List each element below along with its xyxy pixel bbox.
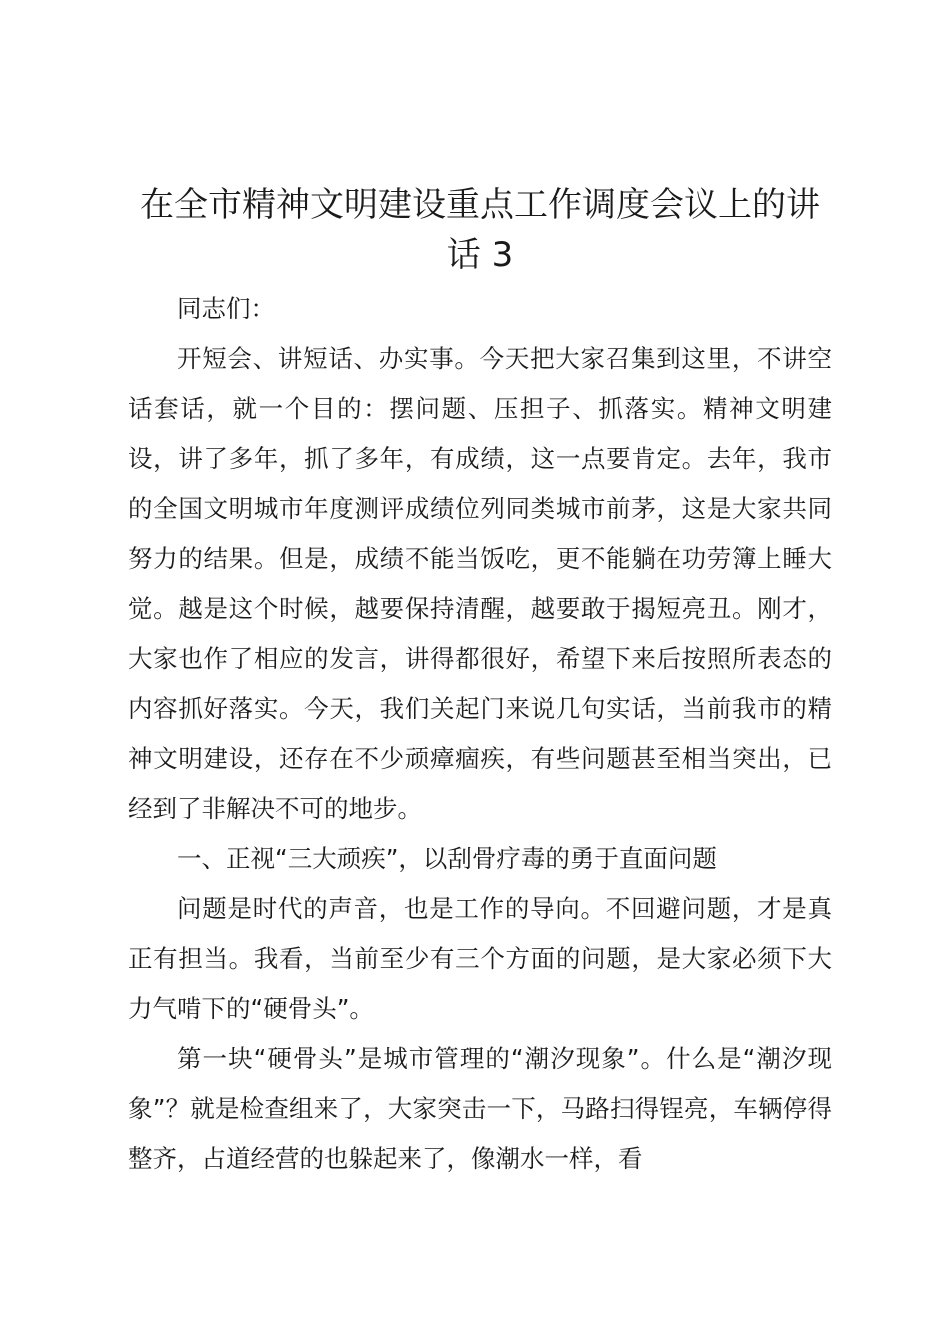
greeting: 同志们： — [177, 294, 275, 323]
paragraph-problems: 问题是时代的声音，也是工作的导向。不回避问题，才是真正有担当。我看，当前至少有三个方面的问题，是大家必须下大力气啃下的“硬骨头”。 — [128, 894, 832, 1023]
paragraph-intro: 开短会、讲短话、办实事。今天把大家召集到这里，不讲空话套话，就一个目的：摆问题、压担子、抓落实。精神文明建设，讲了多年，抓了多年，有成绩，这一点要肯定。去年，我市的全国文明城市年度测评成绩位列同类城市前茅，这是大家共同努力的结果。但是，成绩不能当饭吃，更不能躺在功劳簿上睡大觉。越是这个时候，越要保持清醒，越要敢于揭短亮丑。刚才，大家也作了相应的发言，讲得都很好，希望下来后按照所表态的内容抓好落实。今天，我们关起门来说几句实话，当前我市的精神文明建设，还存在不少顽瘴痼疾，有些问题甚至相当突出，已经到了非解决不可的地步。 — [128, 344, 832, 823]
title-line-2: 话 3 — [446, 235, 514, 275]
document-page — [128, 180, 832, 1184]
section-heading-1: 一、正视“三大顽疾”，以刮骨疗毒的勇于直面问题 — [177, 844, 717, 873]
title-line-1: 在全市精神文明建设重点工作调度会议上的讲 — [140, 185, 820, 225]
document-title — [120, 180, 840, 280]
paragraph-first-bone: 第一块“硬骨头”是城市管理的“潮汐现象”。什么是“潮汐现象”？就是检查组来了，大家突击一下，马路扫得锃亮，车辆停得整齐，占道经营的也躲起来了，像潮水一样，看 — [128, 1044, 832, 1173]
